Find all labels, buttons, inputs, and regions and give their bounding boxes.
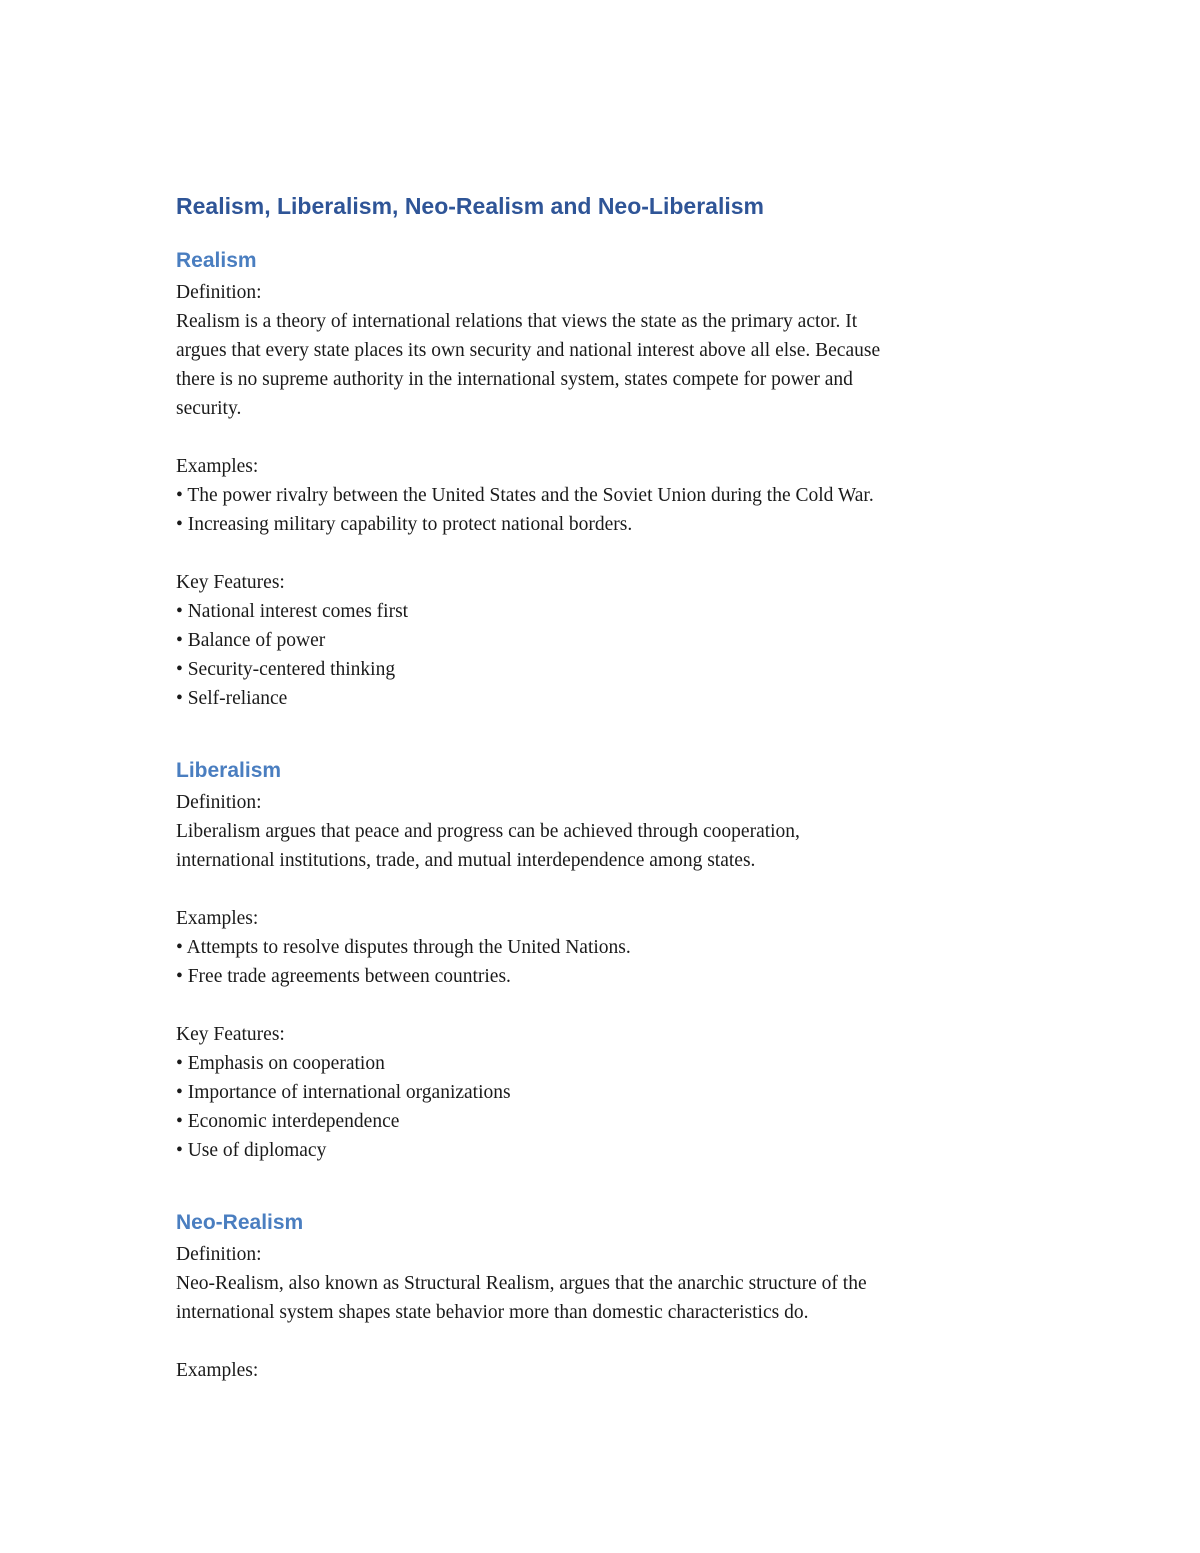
feature-item: • Self-reliance [176,688,288,709]
examples-label: Examples: [176,456,259,477]
definition-line: international system shapes state behavior more than domestic characteristics do. [176,1302,809,1323]
key-features-label: Key Features: [176,572,285,593]
section-realism [176,244,1036,713]
document-body [176,188,1036,1385]
document-title: Realism, Liberalism, Neo-Realism and Neo-Liberalism [176,193,764,219]
definition-label: Definition: [176,1244,262,1265]
section-heading-neo-realism: Neo-Realism [176,1211,304,1234]
definition-line: security. [176,398,242,419]
feature-item: • Economic interdependence [176,1111,400,1132]
definition-line: international institutions, trade, and mutual interdependence among states. [176,850,756,871]
feature-item: • National interest comes first [176,601,409,622]
section-neo-realism [176,1206,1036,1385]
section-heading-liberalism: Liberalism [176,759,282,782]
section-liberalism [176,754,1036,1165]
feature-item: • Importance of international organizations [176,1082,511,1103]
example-item: • The power rivalry between the United States and the Soviet Union during the Cold War. [176,485,874,506]
definition-label: Definition: [176,792,262,813]
definition-line: Liberalism argues that peace and progress can be achieved through cooperation, [176,821,800,842]
feature-item: • Balance of power [176,630,326,651]
examples-label: Examples: [176,908,259,929]
section-heading-realism: Realism [176,249,257,272]
feature-item: • Use of diplomacy [176,1140,327,1161]
definition-line: Realism is a theory of international relations that views the state as the primary actor. It [176,311,858,332]
examples-label: Examples: [176,1360,259,1381]
example-item: • Free trade agreements between countries. [176,966,511,987]
key-features-label: Key Features: [176,1024,285,1045]
definition-line: Neo-Realism, also known as Structural Realism, argues that the anarchic structure of the [176,1273,867,1294]
example-item: • Attempts to resolve disputes through the United Nations. [176,937,631,958]
example-item: • Increasing military capability to protect national borders. [176,514,633,535]
definition-line: argues that every state places its own security and national interest above all else. Because [176,340,881,361]
feature-item: • Security-centered thinking [176,659,396,680]
feature-item: • Emphasis on cooperation [176,1053,385,1074]
definition-line: there is no supreme authority in the international system, states compete for power and [176,369,853,390]
definition-label: Definition: [176,282,262,303]
